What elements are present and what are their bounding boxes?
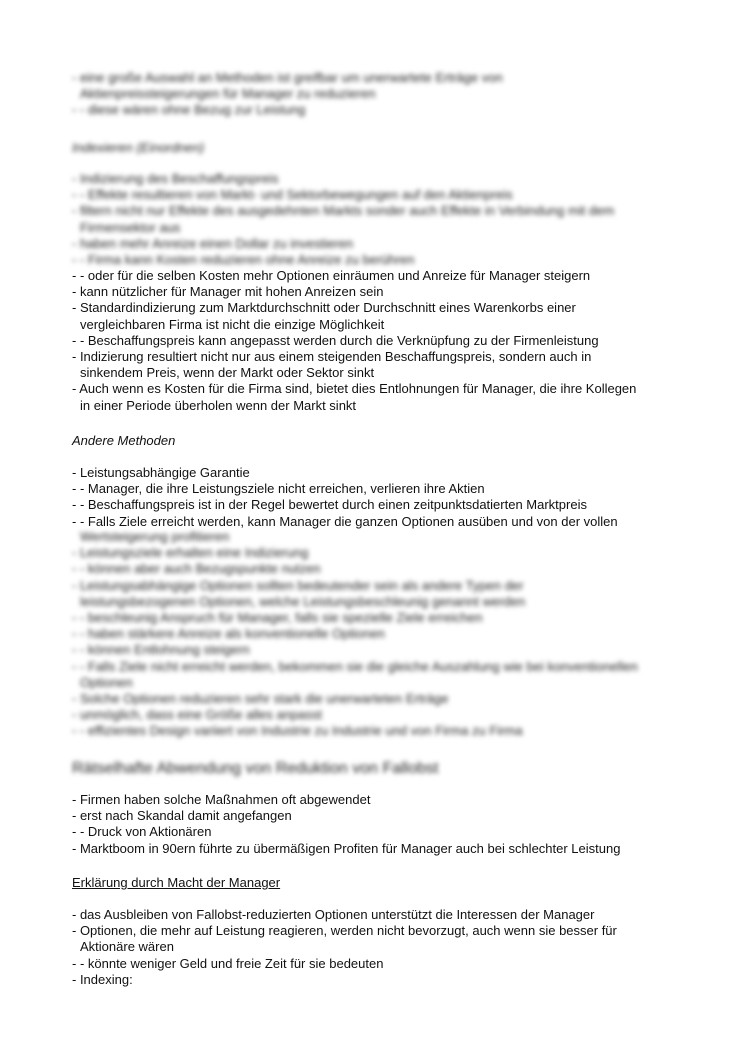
text-line: - - Falls Ziele nicht erreicht werden, bekommen sie die gleiche Auszahlung wie bei konventionellen: [72, 658, 638, 674]
text-line: - - Manager, die ihre Leistungsziele nicht erreichen, verlieren ihre Aktien: [72, 481, 485, 497]
text-line: Aktionäre wären: [80, 939, 174, 955]
text-line: Wertsteigerung profitieren: [80, 529, 230, 544]
erklaerung-list: [72, 907, 682, 988]
text-line: Optionen: [80, 674, 133, 690]
text-line: - Indizierung des Beschaffungspreis: [72, 171, 279, 186]
text-line: - das Ausbleiben von Fallobst-reduzierten Optionen unterstützt die Interessen der Manager: [72, 907, 595, 922]
text-line: - Standardindizierung zum Marktdurchschnitt oder Durchschnitt eines Warenkorbs einer: [72, 300, 576, 316]
text-line: - Optionen, die mehr auf Leistung reagieren, werden nicht bevorzugt, auch wenn sie besser für: [72, 923, 617, 939]
blurred-indexieren-list: [72, 171, 682, 268]
text-line: - eine große Auswahl an Methoden ist greifbar um unerwartete Erträge von: [72, 70, 503, 85]
text-line: - - könnte weniger Geld und freie Zeit für sie bedeuten: [72, 955, 384, 971]
text-line: - - Beschaffungspreis ist in der Regel bewertet durch einen zeitpunktsdatierten Marktpreis: [72, 497, 587, 513]
text-line: - - beschleunig Anspruch für Manager, falls sie spezielle Ziele erreichen: [72, 610, 483, 626]
text-line: - - können aber auch Bezugspunkte nutzen: [72, 561, 321, 577]
text-line: - - diese wären ohne Bezug zur Leistung: [72, 102, 306, 118]
text-line: sinkendem Preis, wenn der Markt oder Sektor sinkt: [80, 365, 375, 381]
section-heading-erklaerung: Erklärung durch Macht der Manager: [72, 875, 281, 890]
text-line: - - haben stärkere Anreize als konventionelle Optionen: [72, 626, 385, 642]
text-line: - - Effekte resultieren von Markt- und Sektorbewegungen auf den Aktienpreis: [72, 187, 513, 203]
section-heading-andere-methoden: Andere Methoden: [72, 433, 176, 448]
text-line: leistungsbezogenen Optionen, welche Leistungsbeschleunig genannt werden: [80, 593, 526, 609]
text-line: - unmöglich, dass eine Größe alles anpasst: [72, 707, 323, 723]
text-line: - Leistungsabhängige Garantie: [72, 465, 250, 480]
blurred-intro-list: [72, 70, 682, 119]
abwendung-list: [72, 792, 682, 857]
text-line: - erst nach Skandal damit angefangen: [72, 808, 292, 824]
text-line: - Firmen haben solche Maßnahmen oft abgewendet: [72, 792, 371, 807]
text-line: - Marktboom in 90ern führte zu übermäßigen Profiten für Manager auch bei schlechter Leistung: [72, 840, 621, 856]
text-line: - - Druck von Aktionären: [72, 824, 212, 840]
text-line: - - oder für die selben Kosten mehr Optionen einräumen und Anreize für Manager steigern: [72, 268, 591, 283]
text-line: - haben mehr Anreize einen Dollar zu investieren: [72, 235, 354, 251]
text-line: in einer Periode überholen wenn der Markt sinkt: [80, 397, 357, 413]
text-line: - Solche Optionen reduzieren sehr stark die unerwarteten Erträge: [72, 691, 449, 707]
text-line: Aktienpreissteigerungen für Manager zu reduzieren: [80, 86, 376, 102]
text-line: - Auch wenn es Kosten für die Firma sind, bietet dies Entlohnungen für Manager, die ihre Kollegen: [72, 381, 637, 397]
text-line: Firmensektor aus: [80, 219, 181, 235]
blurred-andere-methoden-list: [72, 529, 682, 740]
text-line: - - effizientes Design variiert von Industrie zu Industrie und von Firma zu Firma: [72, 723, 523, 739]
text-line: - filtern nicht nur Effekte des ausgedehnten Markts sonder auch Effekte in Verbindung mit dem: [72, 203, 615, 219]
text-line: - - Falls Ziele erreicht werden, kann Manager die ganzen Optionen ausüben und von der vollen: [72, 513, 618, 529]
text-line: - Indexing:: [72, 971, 133, 987]
text-line: - Leistungsabhängige Optionen sollten bedeutender sein als andere Typen der: [72, 577, 524, 593]
text-line: - - Firma kann Kosten reduzieren ohne Anreize zu berühren: [72, 252, 415, 268]
andere-methoden-list: [72, 465, 682, 530]
text-line: - kann nützlicher für Manager mit hohen Anreizen sein: [72, 284, 384, 300]
blurred-section-heading-abwendung: Rätselhafte Abwendung von Reduktion von Fallobst: [72, 760, 439, 777]
text-line: - - können Entlohnung steigern: [72, 642, 250, 658]
text-line: - - Beschaffungspreis kann angepasst werden durch die Verknüpfung zu der Firmenleistung: [72, 332, 599, 348]
indexieren-list: [72, 268, 682, 414]
blurred-section-heading-indexieren: Indexieren (Einordnen): [72, 140, 205, 155]
text-line: - Indizierung resultiert nicht nur aus einem steigenden Beschaffungspreis, sondern auch in: [72, 349, 592, 365]
text-line: vergleichbaren Firma ist nicht die einzige Möglichkeit: [80, 316, 385, 332]
text-line: - Leistungsziele erhalten eine Indizierung: [72, 545, 309, 561]
